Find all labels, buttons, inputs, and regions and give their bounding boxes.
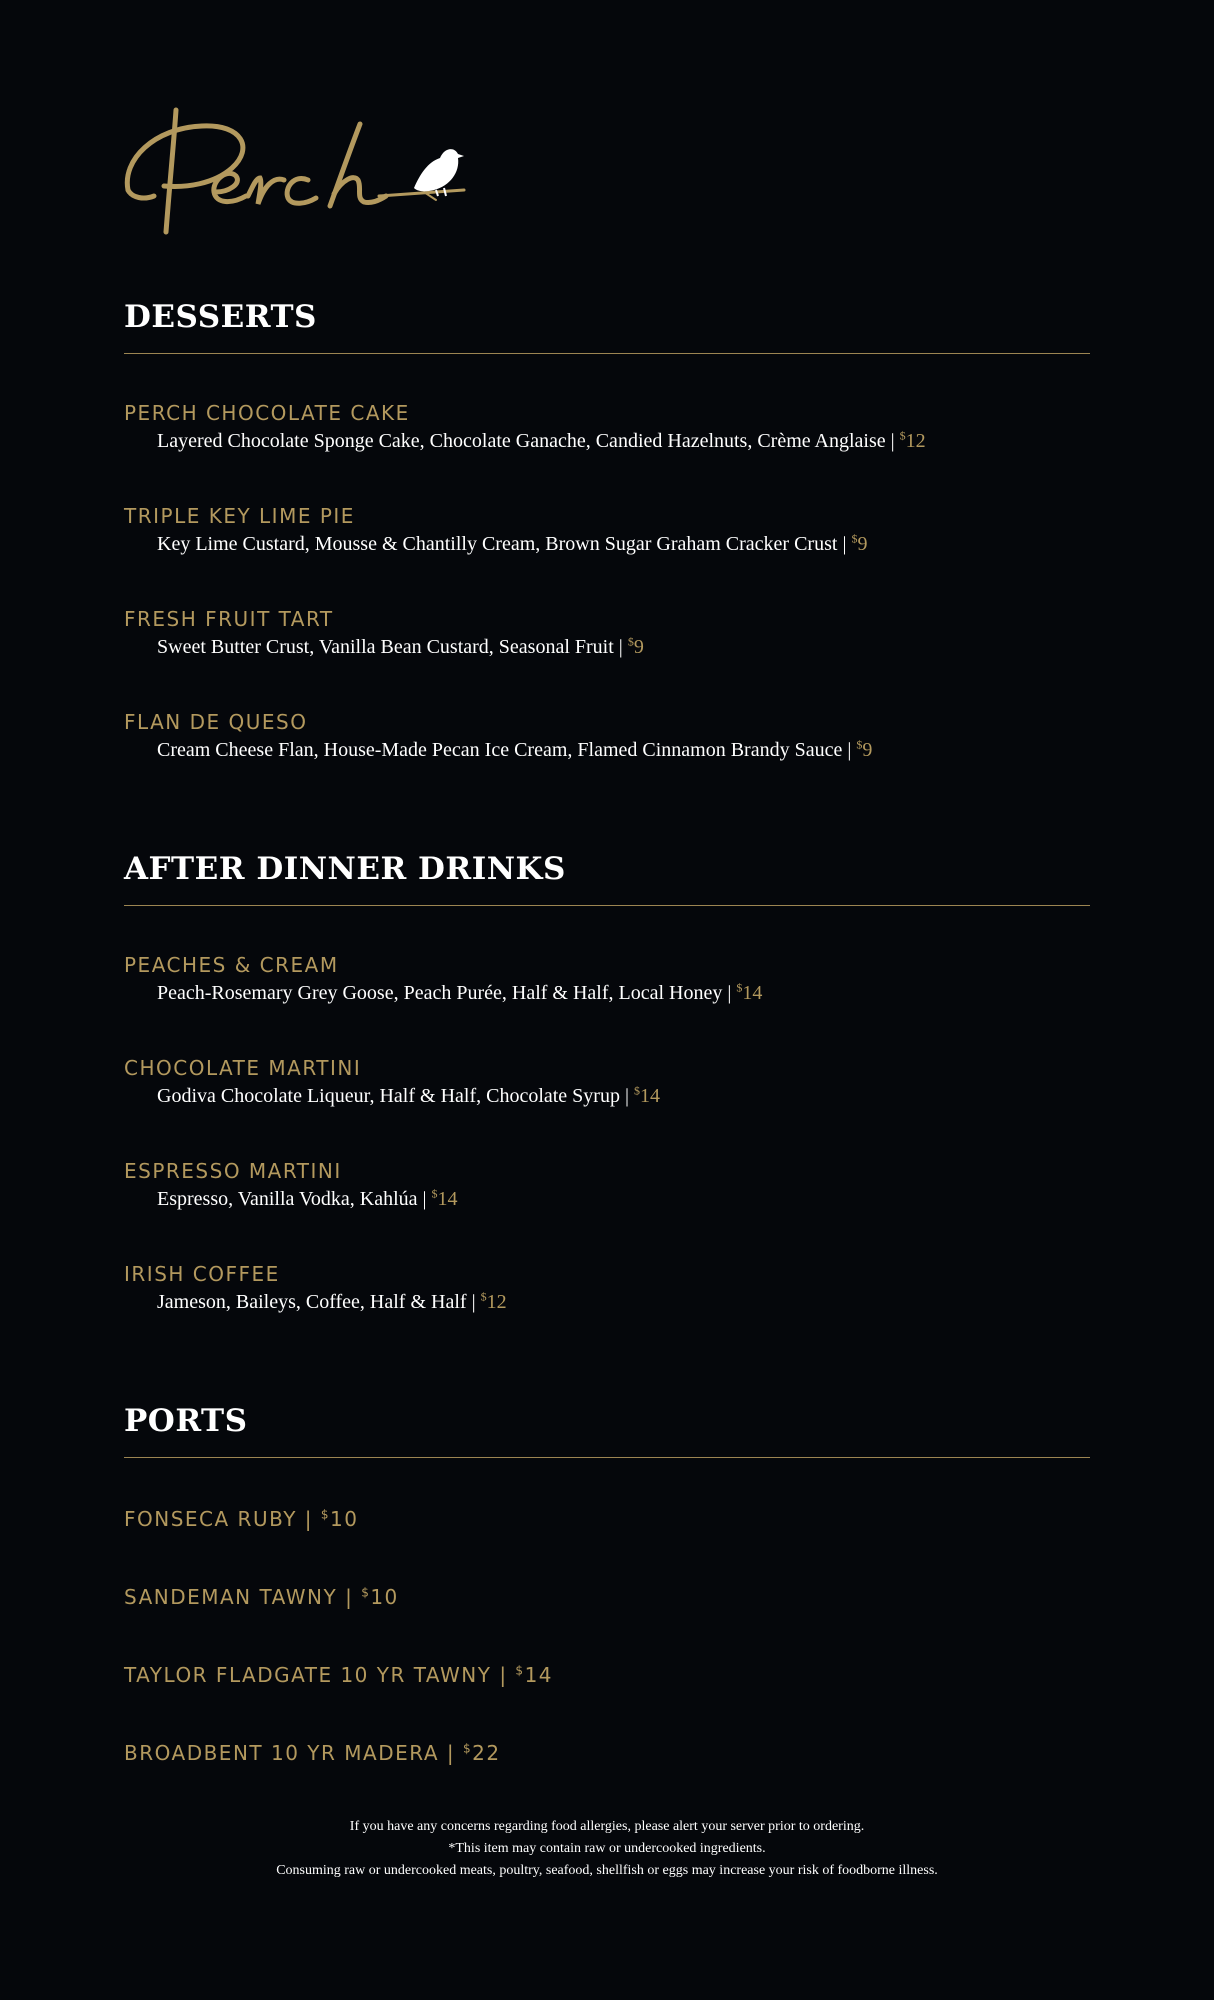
item-description: Espresso, Vanilla Vodka, Kahlúa | $14 [157,1186,458,1210]
item-price: $14 [633,1083,660,1107]
item-name: PERCH CHOCOLATE CAKE [124,401,410,425]
disclaimer-line-1: If you have any concerns regarding food allergies, please alert your server prior to ordering. [349,1819,865,1834]
disclaimer-line-3: Consuming raw or undercooked meats, poultry, seafood, shellfish or eggs may increase your risk of foodborne illness. [276,1863,938,1878]
item-description: Cream Cheese Flan, House-Made Pecan Ice Cream, Flamed Cinnamon Brandy Sauce | $9 [157,737,873,761]
section-divider [124,905,1090,906]
item-name: BROADBENT 10 YR MADERA | $22 [124,1741,501,1765]
perch-logo [124,100,474,250]
item-name: FRESH FRUIT TART [124,607,334,631]
menu-item [124,400,926,456]
menu-item [124,606,644,662]
menu-item [124,503,867,559]
item-price: $9 [851,531,868,555]
item-name: ESPRESSO MARTINI [124,1159,342,1183]
section-divider [124,1457,1090,1458]
menu-item [124,952,762,1008]
after-dinner-drinks-section [124,848,1090,1313]
item-name: FONSECA RUBY | $10 [124,1507,359,1531]
section-divider [124,353,1090,354]
menu-item [124,1662,553,1688]
item-description: Peach-Rosemary Grey Goose, Peach Purée, Half & Half, Local Honey | $14 [157,980,763,1004]
item-description: Godiva Chocolate Liqueur, Half & Half, Chocolate Syrup | $14 [157,1083,660,1107]
ports-section [124,1400,1090,1765]
item-price: $14 [515,1663,554,1687]
item-name: PEACHES & CREAM [124,953,339,977]
menu-item [124,1055,660,1111]
item-price: $10 [320,1507,359,1531]
disclaimer-line-2: *This item may contain raw or undercooked ingredients. [448,1841,766,1856]
section-title-ports: PORTS [124,1403,248,1439]
desserts-section [124,296,1090,761]
item-price: $9 [627,634,644,658]
menu-item [124,1506,358,1532]
item-price: $14 [431,1186,458,1210]
item-price: $9 [856,737,873,761]
item-description: Layered Chocolate Sponge Cake, Chocolate Ganache, Candied Hazelnuts, Crème Anglaise | $12 [157,428,926,452]
section-title-desserts: DESSERTS [124,299,317,335]
menu-item [124,709,872,765]
item-description: Jameson, Baileys, Coffee, Half & Half | $12 [157,1289,507,1313]
item-price: $12 [899,428,926,452]
item-name: FLAN DE QUESO [124,710,308,734]
allergy-disclaimer [0,1816,1214,1882]
item-name: IRISH COFFEE [124,1262,280,1286]
menu-item [124,1740,501,1766]
item-price: $14 [736,980,763,1004]
item-price: $12 [480,1289,507,1313]
menu-item [124,1158,458,1214]
item-name: TRIPLE KEY LIME PIE [124,504,355,528]
item-name: CHOCOLATE MARTINI [124,1056,362,1080]
item-price: $10 [361,1585,399,1609]
menu-item [124,1261,507,1317]
item-description: Key Lime Custard, Mousse & Chantilly Cream, Brown Sugar Graham Cracker Crust | $9 [157,531,868,555]
item-name: TAYLOR FLADGATE 10 YR TAWNY | $14 [124,1663,554,1687]
item-price: $22 [462,1741,501,1765]
menu-item [124,1584,399,1610]
item-name: SANDEMAN TAWNY | $10 [124,1585,399,1609]
section-title-drinks: AFTER DINNER DRINKS [124,851,566,887]
item-description: Sweet Butter Crust, Vanilla Bean Custard, Seasonal Fruit | $9 [157,634,644,658]
